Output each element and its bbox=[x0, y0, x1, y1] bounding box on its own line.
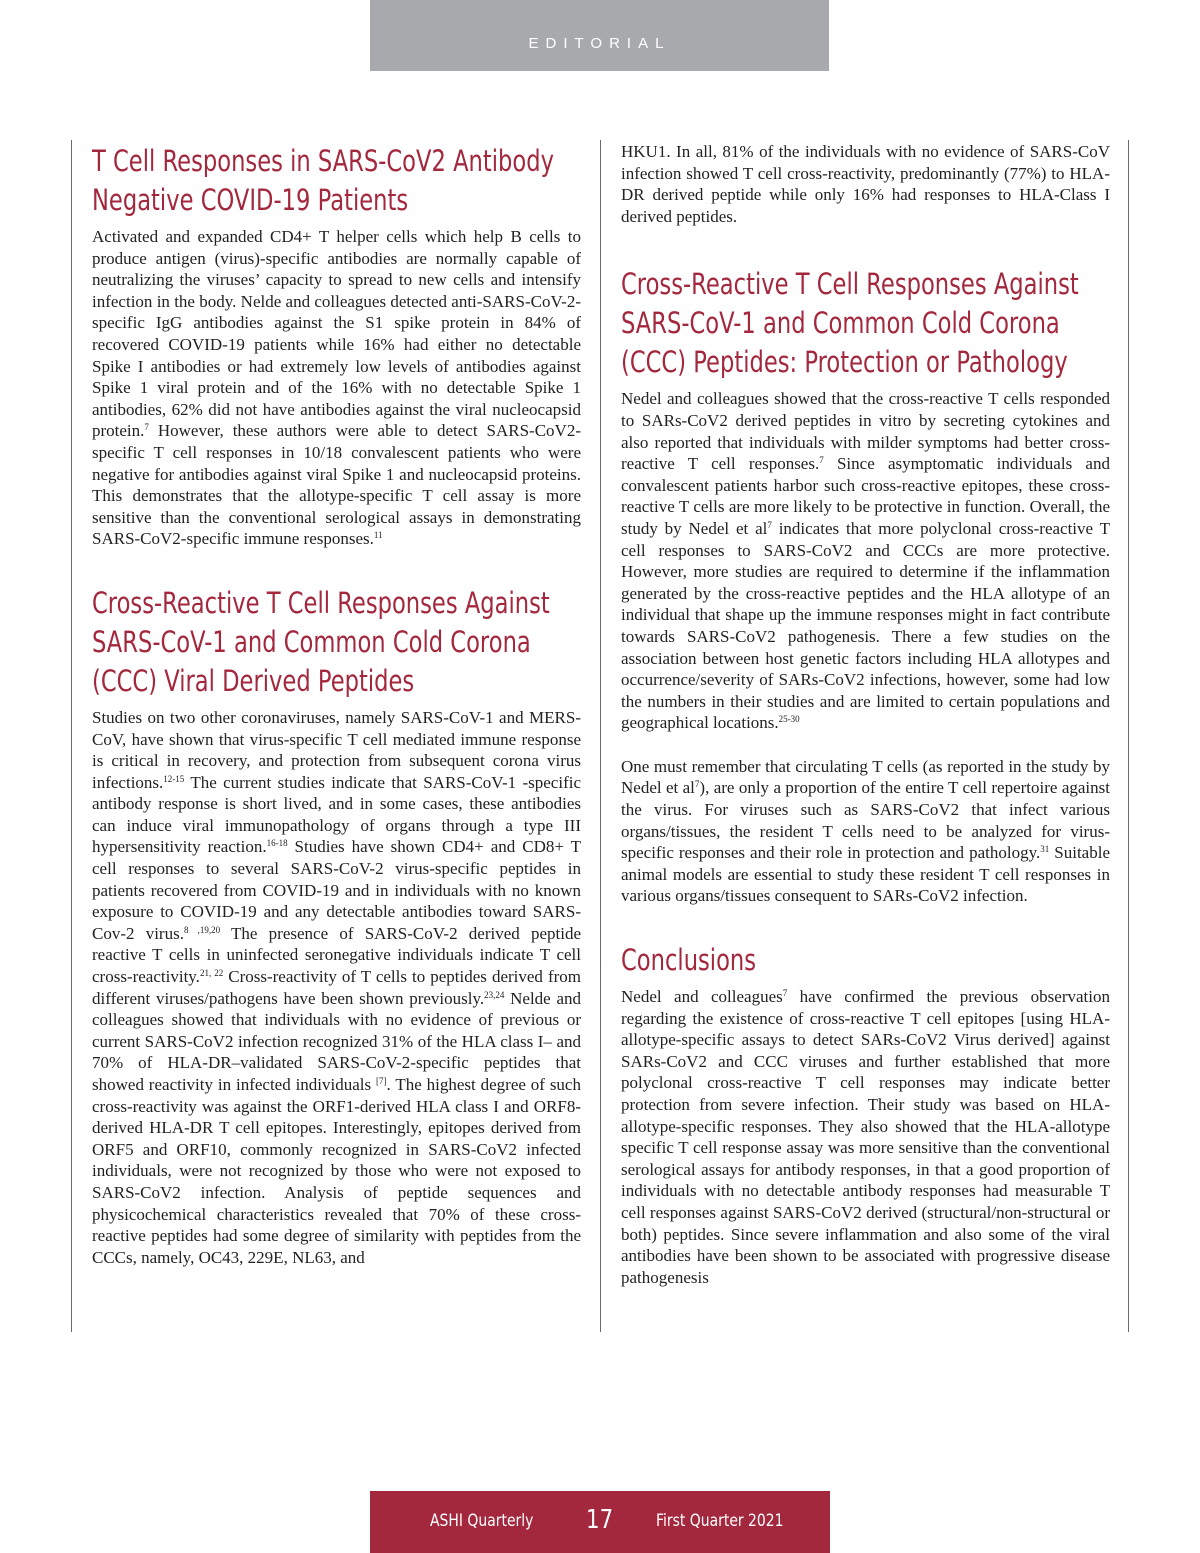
text-run: Cross-reactivity of T cells to peptides derived from different viruses/pathogens have been shown previously. bbox=[92, 967, 581, 1008]
text-run: The presence of SARS-CoV-2 derived peptide reactive T cells in uninfected seronegative individuals indicate T cell cross-reactivity. bbox=[92, 923, 581, 987]
text-run: Studies on two other coronaviruses, namely SARS-CoV-1 and MERS-CoV, have shown that virus-specific T cell mediated immune response is critical in recovery, and protection from subsequent corona virus infections. bbox=[92, 707, 581, 792]
citation-superscript: 7 bbox=[782, 988, 788, 999]
text-run: One must remember that circulating T cells (as reported in the study by Nedel et al bbox=[621, 756, 1110, 798]
citation-superscript: 31 bbox=[1040, 844, 1050, 855]
citation-superscript: 7 bbox=[819, 455, 824, 466]
page-number: 17 bbox=[586, 1505, 614, 1535]
text-run: Since asymptomatic individuals and convalescent patients harbor such cross-reactive epitopes, these cross-reactive T cells are more likely to be protective in function. Overall, the study by Nedel et al bbox=[621, 454, 1110, 538]
text-run: have confirmed the previous observation regarding the existence of cross-reactive T cell epitopes [using HLA-allotype-specific assays to detect SARs-CoV2 Virus derived] against SARs-CoV2 and CCC viruses and further established that more polyclonal cross-reactive T cell responses may indicate better protection from severe infection. Their study was based on HLA-allotype-specific responses. They also showed that the HLA-allotype specific T cell response assay was more sensitive than the conventional serological assays for antibody responses, in that a good proportion of individuals with no detectable antibody responses had measurable T cell responses against SARS-CoV2 derived (structural/non-structural or both) peptides. Since severe inflammation and also some of the viral antibodies have been shown to be associated with progressive disease pathogenesis bbox=[621, 987, 1110, 1287]
text-run: Nedel and colleagues showed that the cross-reactive T cells responded to SARs-CoV2 derived peptides in vitro by secreting cytokines and also reported that individuals with milder symptoms had better cross-reactive T cell responses. bbox=[621, 389, 1110, 474]
section-label: EDITORIAL bbox=[370, 0, 829, 71]
citation-superscript: 7 bbox=[144, 422, 149, 433]
text-run: Suitable animal models are essential to study these resident T cell responses in various organs/tissues consequent to SARs-CoV2 infection. bbox=[621, 843, 1110, 906]
footer-bar bbox=[370, 1491, 830, 1553]
text-run: However, these authors were able to detect SARS-CoV2-specific T cell responses in 10/18 convalescent patients who were negative for antibodies against viral Spike 1 and nucleocapsid proteins. This demonstrates that the allotype-specific T cell assay is more sensitive than the conventional serological assays in demonstrating SARS-CoV2-specific immune responses. bbox=[92, 421, 581, 549]
paragraph bbox=[621, 141, 1110, 227]
heading-cross-reactive-viral: Cross-Reactive T Cell Responses Against SARS-CoV-1 and Common Cold Corona (CCC) Viral Derived Peptides bbox=[92, 585, 550, 698]
text-run: Activated and expanded CD4+ T helper cells which help B cells to produce antigen (virus)-specific antibodies are normally capable of neutralizing the viruses’ capacity to spread to new cells and intensify infection in the body. Nelde and colleagues detected anti-SARS-CoV-2-specific IgG antibodies against the S1 spike protein in 84% of recovered COVID-19 patients while 16% had either no detectable Spike I antibodies or had extremely low levels of antibodies against Spike 1 viral protein and of the 16% with no detectable Spike 1 antibodies, 62% did not have antibodies against the viral nucleocapsid protein. bbox=[92, 227, 581, 441]
journal-name: ASHI Quarterly bbox=[430, 1511, 534, 1531]
paragraph bbox=[92, 707, 581, 1268]
paragraph bbox=[92, 226, 581, 550]
citation-superscript: [7] bbox=[376, 1076, 387, 1086]
text-run: Studies have shown CD4+ and CD8+ T cell responses to several SARS-CoV-2 virus-specific peptides in patients recovered from COVID-19 and in individuals with no known exposure to COVID-19 and any detectable antibodies toward SARS-Cov-2 virus. bbox=[92, 837, 582, 943]
heading-protection-or-pathology: Cross-Reactive T Cell Responses Against SARS-CoV-1 and Common Cold Corona (CCC) Peptides: Protection or Pathology bbox=[621, 267, 1079, 380]
right-column bbox=[600, 140, 1129, 1332]
citation-superscript: 16-18 bbox=[266, 838, 288, 849]
citation-superscript: 7 bbox=[767, 519, 772, 530]
text-run: Nedel and colleagues bbox=[621, 987, 783, 1007]
citation-superscript: 12-15 bbox=[163, 773, 185, 784]
citation-superscript: 7 bbox=[694, 779, 700, 790]
text-run: ), are only a proportion of the entire T cell repertoire against the virus. For viruses such as SARS-CoV2 that infect various organs/tissues, the resident T cells need to be analyzed for virus-specific responses and their role in protection and pathology. bbox=[621, 778, 1110, 863]
heading-t-cell-responses: T Cell Responses in SARS-CoV2 Antibody Negative COVID-19 Patients bbox=[92, 144, 554, 217]
text-run: HKU1. In all, 81% of the individuals with no evidence of SARS-CoV infection showed T cell cross-reactivity, predominantly (77%) to HLA-DR derived peptide while only 16% had responses to HLA-Class I derived peptides. bbox=[621, 142, 1110, 226]
paragraph bbox=[621, 388, 1110, 734]
heading-conclusions: Conclusions bbox=[621, 943, 757, 978]
issue-label: First Quarter 2021 bbox=[656, 1511, 784, 1531]
text-run: The current studies indicate that SARS-CoV-1 -specific antibody response is short lived, and in some cases, these antibodies can induce viral immunopathology of organs through a type III hypersensitivity reaction. bbox=[92, 772, 581, 857]
citation-superscript: 23,24 bbox=[484, 989, 505, 1000]
text-run: . The highest degree of such cross-reactivity was against the ORF1-derived HLA class I and ORF8-derived HLA-DR T cell epitopes. Interestingly, epitopes derived from ORF5 and ORF10, commonly recognized in SARS-CoV2 infected individuals, were not recognized by those who were not exposed to SARS-CoV2 infection. Analysis of peptide sequences and physicochemical characteristics revealed that 70% of these cross-reactive peptides had some degree of similarity with peptides from the CCCs, namely, OC43, 229E, NL63, and bbox=[92, 1075, 581, 1267]
paragraph bbox=[621, 986, 1110, 1288]
paragraph bbox=[621, 756, 1110, 907]
citation-superscript: 25-30 bbox=[778, 714, 800, 725]
text-run: indicates that more polyclonal cross-reactive T cell responses to SARS-CoV2 and CCCs are more protective. However, more studies are required to determine if the inflammation generated by the cross-reactive peptides and the HLA allotype of an individual that shape up the immune responses might in fact contribute towards SARS-CoV2 pathogenesis. There a few studies on the association between host genetic factors including HLA allotypes and occurrence/severity of SARs-CoV2 infections, however, some had low the numbers in their studies and are limited to certain populations and geographical locations. bbox=[621, 518, 1110, 733]
citation-superscript: 11 bbox=[373, 530, 383, 541]
text-run: Nelde and colleagues showed that individuals with no evidence of previous or current SARS-CoV2 infection recognized 31% of the HLA class I– and 70% of HLA-DR–validated SARS-CoV-2-specific peptides that showed reactivity in infected individuals bbox=[92, 988, 581, 1094]
left-column bbox=[71, 140, 581, 1332]
citation-superscript: 21, 22 bbox=[199, 968, 224, 979]
citation-superscript: 8 ,19,20 bbox=[183, 924, 221, 935]
